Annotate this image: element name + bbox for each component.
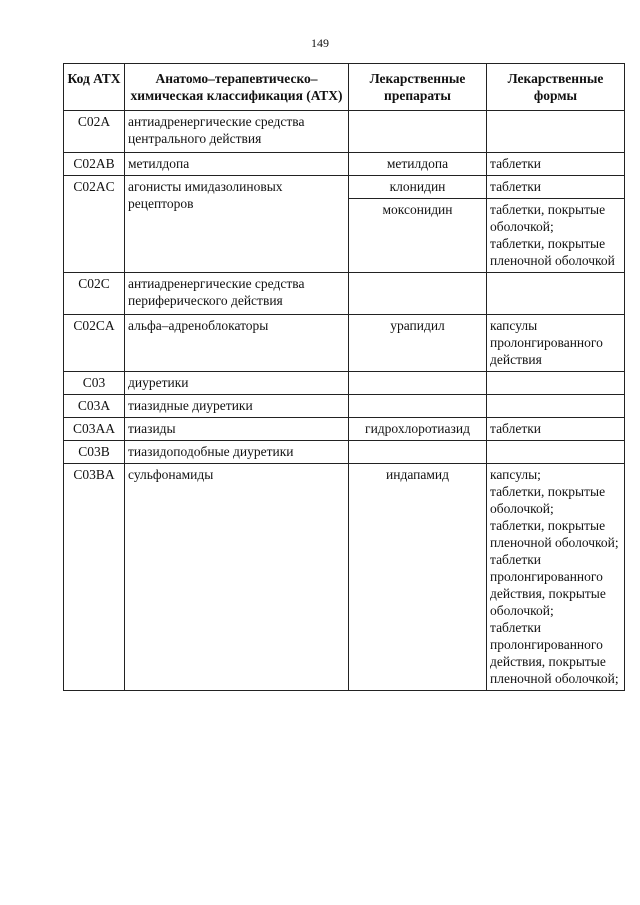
- atx-classification: сульфонамиды: [125, 464, 349, 691]
- table-row: [64, 273, 625, 315]
- atx-code: C03A: [64, 395, 125, 418]
- drug-name: [349, 372, 487, 395]
- dosage-form: таблетки: [490, 179, 542, 194]
- dosage-forms: [487, 395, 625, 418]
- dosage-form: таблетки: [490, 156, 542, 171]
- table-row: [64, 395, 625, 418]
- dosage-forms: [487, 372, 625, 395]
- dosage-forms: [487, 153, 625, 176]
- header-classification: Анатомо–терапевтическо–химическая классификация (АТХ): [125, 64, 349, 111]
- dosage-forms: [487, 273, 625, 315]
- drug-name: гидрохлоротиазид: [349, 418, 487, 441]
- page-number: 149: [311, 36, 329, 50]
- table-row: [64, 315, 625, 372]
- dosage-forms: [487, 176, 625, 199]
- drug-name: моксонидин: [349, 199, 487, 273]
- dosage-forms: [487, 315, 625, 372]
- atx-code: C02AC: [64, 176, 125, 273]
- atx-classification: альфа–адреноблокаторы: [125, 315, 349, 372]
- dosage-form: капсулы;: [490, 467, 541, 482]
- table-row: [64, 372, 625, 395]
- table-row: [64, 464, 625, 691]
- header-code: Код АТХ: [64, 64, 125, 111]
- dosage-forms: [487, 111, 625, 153]
- atx-code: C02AB: [64, 153, 125, 176]
- dosage-form: таблетки, покрытые пленочной оболочкой;: [490, 518, 619, 550]
- atx-classification: агонисты имидазолиновых рецепторов: [125, 176, 349, 273]
- atx-code: C03: [64, 372, 125, 395]
- dosage-forms: [487, 464, 625, 691]
- table-row: [64, 176, 625, 199]
- dosage-form: таблетки: [490, 421, 542, 436]
- drug-name: клонидин: [349, 176, 487, 199]
- table-header-row: [64, 64, 625, 111]
- atx-classification: тиазидоподобные диуретики: [125, 441, 349, 464]
- drug-name: индапамид: [349, 464, 487, 691]
- atx-table: [63, 63, 625, 691]
- atx-classification: тиазидные диуретики: [125, 395, 349, 418]
- atx-classification: тиазиды: [125, 418, 349, 441]
- header-drugs: Лекарственные препараты: [349, 64, 487, 111]
- atx-classification: диуретики: [125, 372, 349, 395]
- atx-classification: антиадренергические средства периферического действия: [125, 273, 349, 315]
- dosage-forms: [487, 418, 625, 441]
- dosage-forms: [487, 199, 625, 273]
- dosage-form: капсулы пролонгированного действия: [490, 318, 603, 367]
- dosage-form: таблетки пролонгированного действия, покрытые оболочкой;: [490, 552, 606, 618]
- dosage-form: таблетки, покрытые оболочкой;: [490, 484, 606, 516]
- atx-code: C02A: [64, 111, 125, 153]
- atx-classification: метилдопа: [125, 153, 349, 176]
- dosage-form: таблетки, покрытые пленочной оболочкой: [490, 236, 615, 268]
- table-row: [64, 111, 625, 153]
- drug-name: [349, 111, 487, 153]
- drug-name: [349, 273, 487, 315]
- drug-name: урапидил: [349, 315, 487, 372]
- atx-code: C02CA: [64, 315, 125, 372]
- table-row: [64, 441, 625, 464]
- drug-name: метилдопа: [349, 153, 487, 176]
- atx-code: C03BA: [64, 464, 125, 691]
- table-row: [64, 153, 625, 176]
- dosage-forms: [487, 441, 625, 464]
- header-forms: Лекарственные формы: [487, 64, 625, 111]
- atx-code: C03AA: [64, 418, 125, 441]
- dosage-form: таблетки, покрытые оболочкой;: [490, 202, 606, 234]
- dosage-form: таблетки пролонгированного действия, покрытые пленочной оболочкой;: [490, 620, 619, 686]
- atx-code: C02C: [64, 273, 125, 315]
- table-row: [64, 418, 625, 441]
- drug-name: [349, 395, 487, 418]
- atx-classification: антиадренергические средства центрального действия: [125, 111, 349, 153]
- atx-code: C03B: [64, 441, 125, 464]
- drug-name: [349, 441, 487, 464]
